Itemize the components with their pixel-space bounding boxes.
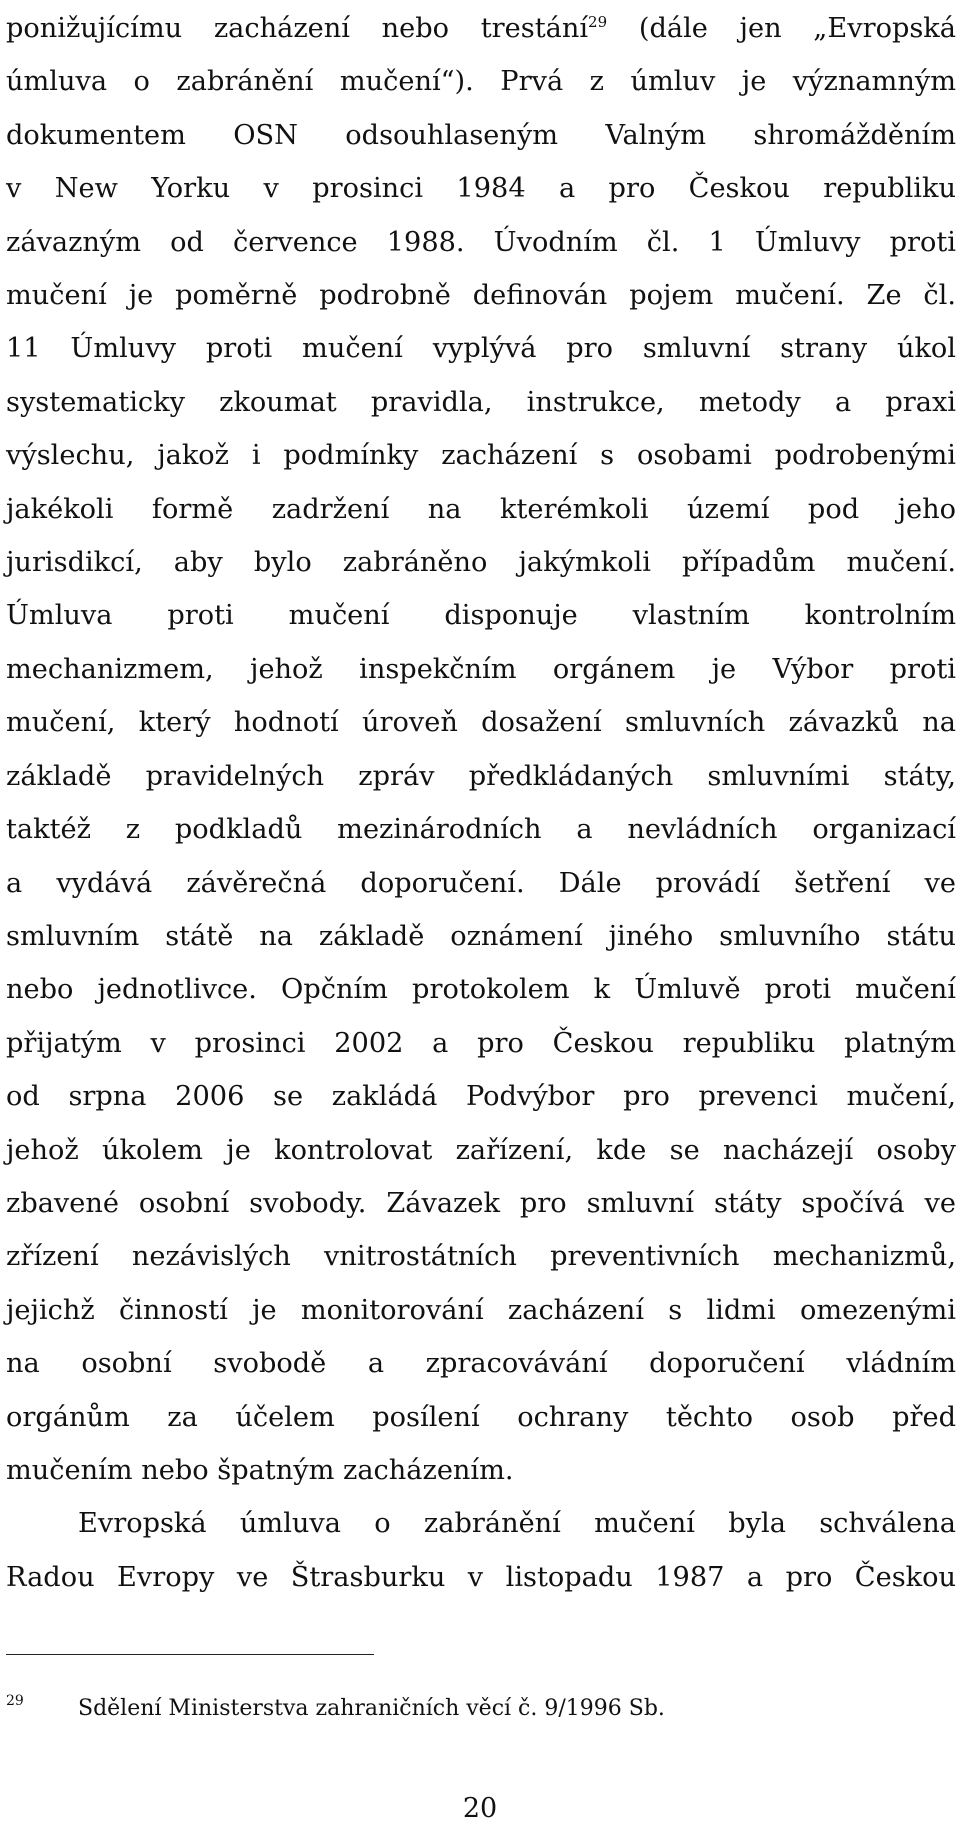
text-line: orgánům za účelem posílení ochrany těchto osob před [6, 1401, 956, 1433]
document-body [6, 2, 956, 1604]
text-line: mučení je poměrně podrobně definován pojem mučení. Ze čl. [6, 280, 956, 312]
footnote-separator [6, 1654, 374, 1655]
text-line: zřízení nezávislých vnitrostátních preventivních mechanizmů, [6, 1241, 956, 1273]
text-line: na osobní svobodě a zpracovávání doporučení vládním [6, 1348, 956, 1380]
text-line: základě pravidelných zpráv předkládaných smluvními státy, [6, 760, 956, 792]
text-line: nebo jednotlivce. Opčním protokolem k Úmluvě proti mučení [6, 974, 956, 1006]
text-line [6, 2, 956, 55]
footnote-number: 29 [6, 1693, 24, 1709]
text-line: jakékoli formě zadržení na kterémkoli území pod jeho [6, 493, 956, 525]
text-line: jurisdikcí, aby bylo zabráněno jakýmkoli případům mučení. [6, 547, 956, 579]
text-line: 11 Úmluvy proti mučení vyplývá pro smluvní strany úkol [6, 333, 956, 365]
text-line: mechanizmem, jehož inspekčním orgánem je Výbor proti [6, 653, 956, 685]
text-line: jejichž činností je monitorování zacházení s lidmi omezenými [6, 1294, 956, 1326]
text-line: přijatým v prosinci 2002 a pro Českou republiku platným [6, 1027, 956, 1059]
text-line-start: ponižujícímu zacházení nebo trestání [6, 13, 589, 44]
text-line: Úmluva proti mučení disponuje vlastním kontrolním [6, 600, 956, 632]
text-line: jehož úkolem je kontrolovat zařízení, kde se nacházejí osoby [6, 1134, 956, 1166]
footnote-text: Sdělení Ministerstva zahraničních věcí č. 9/1996 Sb. [78, 1696, 665, 1721]
text-line: mučení, který hodnotí úroveň dosažení smluvních závazků na [6, 707, 956, 739]
text-line: mučením nebo špatným zacházením. [6, 1454, 514, 1486]
text-line: systematicky zkoumat pravidla, instrukce, metody a praxi [6, 386, 956, 418]
text-line: úmluva o zabránění mučení“). Prvá z úmluv je významným [6, 66, 956, 98]
page-number: 20 [462, 1793, 498, 1824]
text-line: výslechu, jakož i podmínky zacházení s osobami podrobenými [6, 440, 956, 472]
text-line: Radou Evropy ve Štrasburku v listopadu 1987 a pro Českou [6, 1561, 956, 1593]
text-line-end: (dále jen „Evropská [607, 13, 956, 44]
paragraph-1 [6, 2, 956, 1497]
footnote [6, 1686, 956, 1724]
text-line: od srpna 2006 se zakládá Podvýbor pro prevenci mučení, [6, 1081, 956, 1113]
footnote-reference: 29 [588, 12, 608, 31]
text-line: závazným od července 1988. Úvodním čl. 1 Úmluvy proti [6, 226, 956, 258]
text-line: zbavené osobní svobody. Závazek pro smluvní státy spočívá ve [6, 1187, 956, 1219]
text-line: a vydává závěrečná doporučení. Dále provádí šetření ve [6, 867, 956, 899]
paragraph-2 [6, 1497, 956, 1604]
text-line: taktéž z podkladů mezinárodních a nevládních organizací [6, 814, 956, 846]
text-line: Evropská úmluva o zabránění mučení byla schválena [78, 1508, 956, 1540]
text-line: smluvním státě na základě oznámení jiného smluvního státu [6, 920, 956, 952]
text-line: v New Yorku v prosinci 1984 a pro Českou republiku [6, 173, 956, 205]
text-line: dokumentem OSN odsouhlaseným Valným shromážděním [6, 119, 956, 151]
